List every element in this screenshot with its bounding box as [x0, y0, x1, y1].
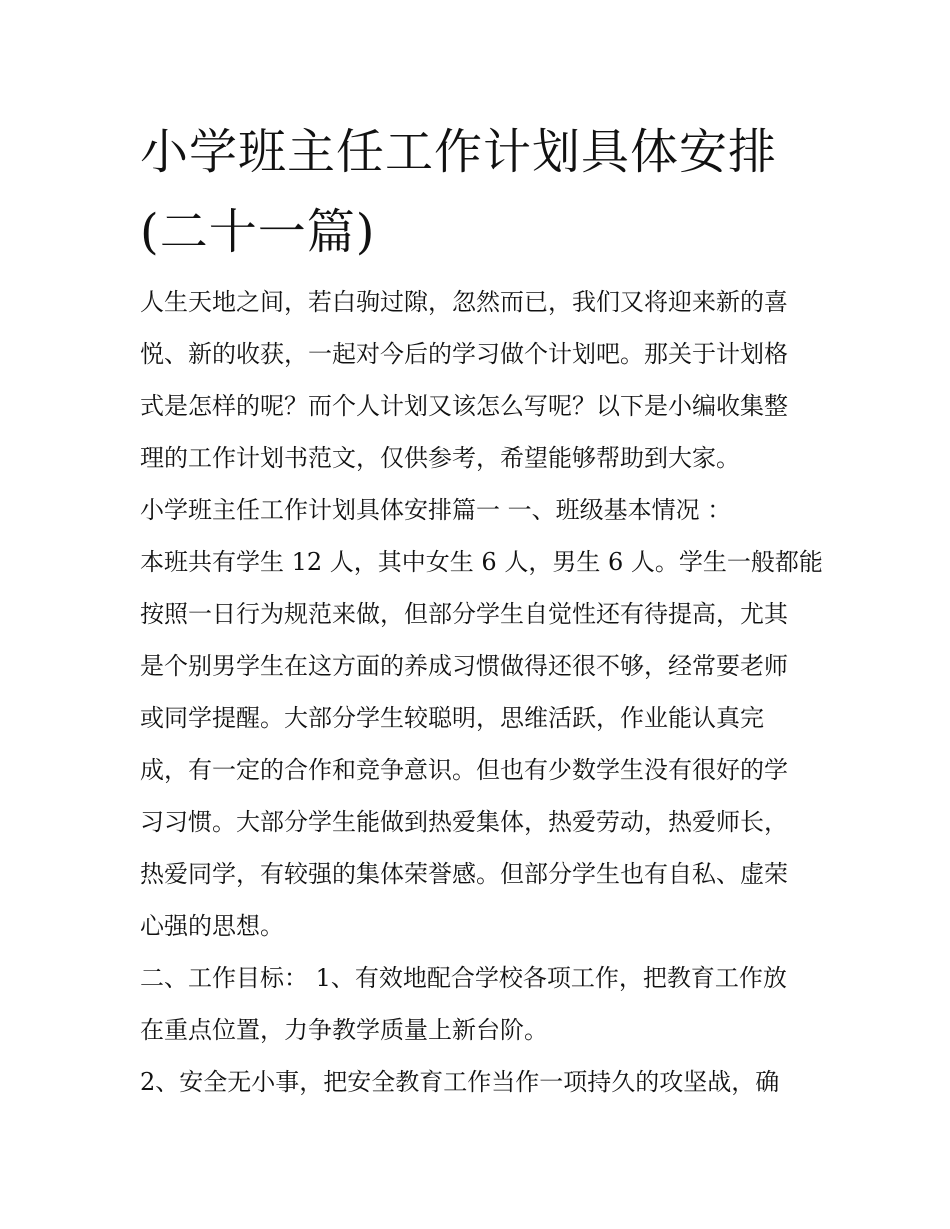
text-line: 理的工作计划书范文，仅供参考，希望能够帮助到大家。	[140, 444, 740, 472]
document-title	[140, 112, 820, 272]
text-line: 成，有一定的合作和竞争意识。但也有少数学生没有很好的学	[140, 756, 788, 784]
paragraph-work-goals	[140, 952, 820, 1056]
text-line: 热爱同学，有较强的集体荣誉感。但部分学生也有自私、虚荣	[140, 860, 788, 888]
document-body	[140, 276, 823, 1108]
title-line: (二十一篇)	[140, 204, 376, 260]
text-line: 在重点位置，力争教学质量上新台阶。	[140, 1016, 548, 1044]
paragraph-section-heading	[140, 484, 820, 536]
paragraph-safety	[140, 1056, 820, 1108]
text-line: 心强的思想。	[140, 912, 284, 940]
text-line: 本班共有学生 12 人，其中女生 6 人，男生 6 人。学生一般都能	[140, 548, 823, 576]
text-line: 二、工作目标： 1、有效地配合学校各项工作，把教育工作放	[140, 964, 787, 992]
text-line: 小学班主任工作计划具体安排篇一 一、班级基本情况 ：	[140, 496, 732, 524]
text-line: 习习惯。大部分学生能做到热爱集体，热爱劳动，热爱师长，	[140, 808, 788, 836]
text-line: 按照一日行为规范来做，但部分学生自觉性还有待提高，尤其	[140, 600, 788, 628]
text-line: 2、安全无小事，把安全教育工作当作一项持久的攻坚战，确	[140, 1068, 780, 1096]
text-line: 或同学提醒。大部分学生较聪明，思维活跃，作业能认真完	[140, 704, 764, 732]
paragraph-intro	[140, 276, 820, 484]
paragraph-class-situation	[140, 536, 823, 952]
text-line: 式是怎样的呢？而个人计划又该怎么写呢？以下是小编收集整	[140, 392, 788, 420]
text-line: 人生天地之间，若白驹过隙，忽然而已，我们又将迎来新的喜	[140, 288, 788, 316]
text-line: 是个别男学生在这方面的养成习惯做得还很不够，经常要老师	[140, 652, 788, 680]
text-line: 悦、新的收获，一起对今后的学习做个计划吧。那关于计划格	[140, 340, 788, 368]
title-line: 小学班主任工作计划具体安排	[140, 124, 778, 180]
